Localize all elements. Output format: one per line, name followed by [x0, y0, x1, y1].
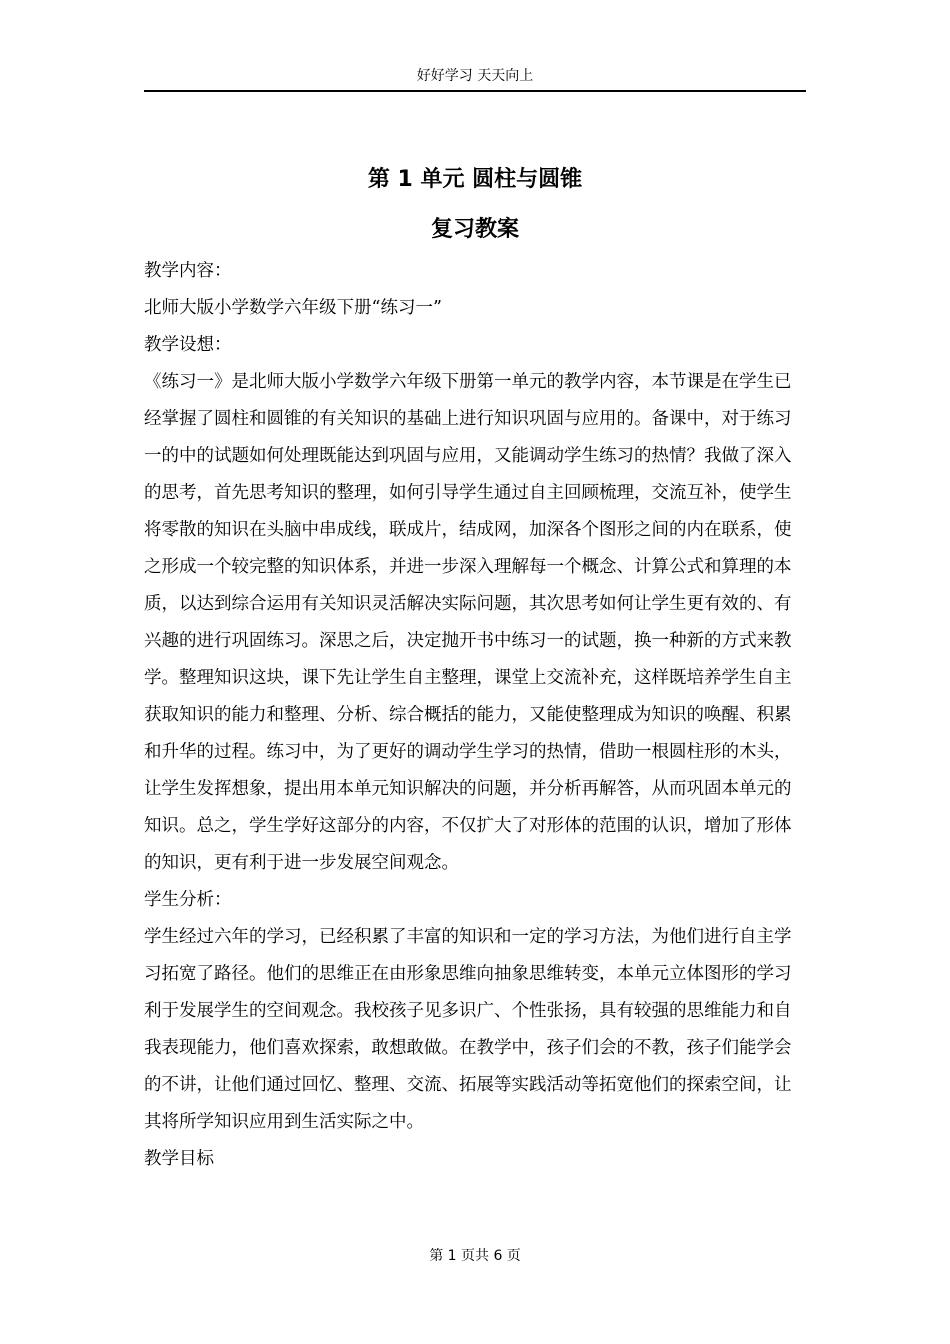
page-footer — [144, 1246, 806, 1266]
page-subtitle: 复习教案 — [430, 217, 519, 242]
paragraph-student-analysis: 学生经过六年的学习，已经积累了丰富的知识和一定的学习方法，为他们进行自主学习拓宽了路径。他们的思维正在由形象思维向抽象思维转变，本单元立体图形的学习利于发展学生的空间观念。我校孩子见多识广、个性张扬，具有较强的思维能力和自我表现能力，他们喜欢探索，敢想敢做。在教学中，孩子们会的不教，孩子们能学会的不讲，让他们通过回忆、整理、交流、拓展等实践活动等拓宽他们的探索空间，让其将所学知识应用到生活实际之中。 — [144, 927, 792, 1132]
section-heading-student-analysis: 学生分析： — [144, 890, 232, 910]
paragraph-teaching-content: 北师大版小学数学六年级下册“练习一” — [144, 298, 442, 318]
page-header — [144, 66, 806, 92]
header-text: 好好学习 天天向上 — [416, 68, 534, 84]
section-heading-teaching-goal: 教学目标 — [144, 1149, 214, 1169]
page-title: 第 1 单元 圆柱与圆锥 — [367, 167, 583, 192]
paragraph-teaching-idea: 《练习一》是北师大版小学数学六年级下册第一单元的教学内容，本节课是在学生已经掌握了圆柱和圆锥的有关知识的基础上进行知识巩固与应用的。备课中，对于练习一的中的试题如何处理既能达到巩固与应用，又能调动学生练习的热情？我做了深入的思考，首先思考知识的整理，如何引导学生通过自主回顾梳理，交流互补，使学生将零散的知识在头脑中串成线，联成片，结成网，加深各个图形之间的内在联系，使之形成一个较完整的知识体系，并进一步深入理解每一个概念、计算公式和算理的本质，以达到综合运用有关知识灵活解决实际问题，其次思考如何让学生更有效的、有兴趣的进行巩固练习。深思之后，决定抛开书中练习一的试题，换一种新的方式来教学。整理知识这块，课下先让学生自主整理，课堂上交流补充，这样既培养学生自主获取知识的能力和整理、分析、综合概括的能力，又能使整理成为知识的唤醒、积累和升华的过程。练习中，为了更好的调动学生学习的热情，借助一根圆柱形的木头，让学生发挥想象，提出用本单元知识解决的问题，并分析再解答，从而巩固本单元的知识。总之，学生学好这部分的内容，不仅扩大了对形体的范围的认识，增加了形体的知识，更有利于进一步发展空间观念。 — [144, 372, 792, 873]
section-heading-teaching-content: 教学内容： — [144, 261, 232, 281]
section-heading-teaching-idea: 教学设想： — [144, 335, 232, 355]
page-number: 第 1 页共 6 页 — [429, 1248, 521, 1264]
document-body — [144, 253, 806, 1178]
